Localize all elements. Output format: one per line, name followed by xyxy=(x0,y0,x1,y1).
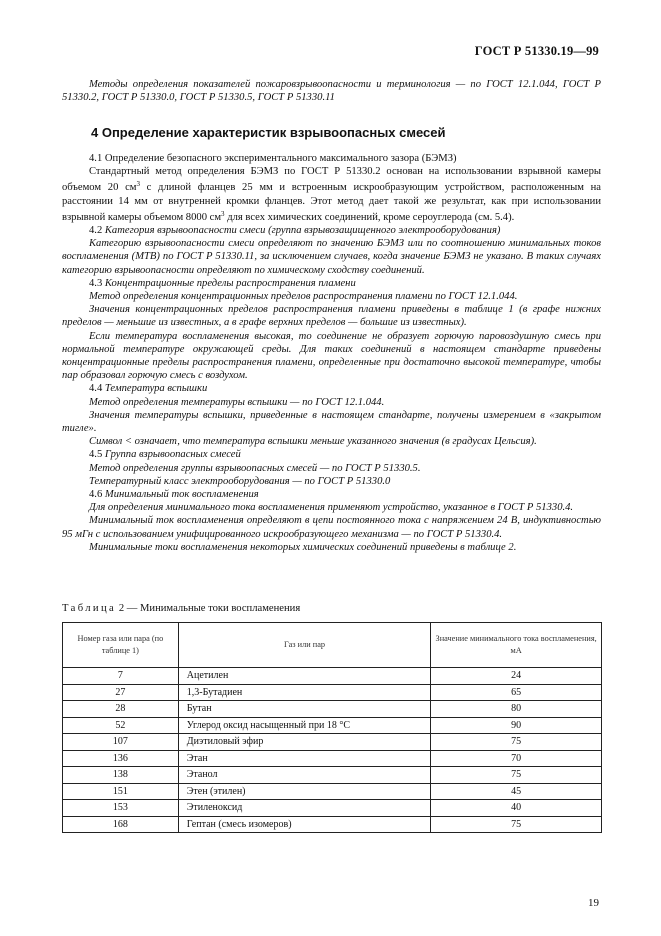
section-4-4-heading xyxy=(62,382,601,395)
cell-value: 80 xyxy=(431,701,602,718)
cell-gas: Этанол xyxy=(178,767,431,784)
section-4-4-symbol: Символ < означает, что температура вспышки меньше указанного значения (в градусах Цельсия). xyxy=(89,436,537,448)
cell-value: 75 xyxy=(431,816,602,833)
section-4-2-heading xyxy=(62,224,601,237)
cell-number: 153 xyxy=(63,800,179,817)
s44-title: Температура вспышки xyxy=(104,383,208,395)
cell-number: 28 xyxy=(63,701,179,718)
intro-paragraph: Методы определения показателей пожаровзрывоопасности и терминология — по ГОСТ 12.1.044, ГОСТ Р 51330.2, ГОСТ Р 51330.0, ГОСТ Р 51330.5, ГОСТ Р 51330.11 xyxy=(62,79,601,104)
cell-gas: Гептан (смесь изомеров) xyxy=(178,816,431,833)
section-4-5-heading xyxy=(62,448,601,461)
section-4-4-method: Метод определения температуры вспышки — по ГОСТ 12.1.044. xyxy=(89,396,385,408)
cell-gas: Этен (этилен) xyxy=(178,783,431,800)
cell-gas: Углерод оксид насыщенный при 18 °С xyxy=(178,717,431,734)
cell-number: 27 xyxy=(63,684,179,701)
table-row xyxy=(63,816,602,833)
cell-value: 75 xyxy=(431,734,602,751)
table-row xyxy=(63,668,602,685)
s43-title: Концентрационные пределы распространения пламени xyxy=(104,277,356,289)
cell-number: 52 xyxy=(63,717,179,734)
s45-number: 4.5 xyxy=(89,449,105,461)
s43-number: 4.3 xyxy=(89,277,105,289)
cell-number: 168 xyxy=(63,816,179,833)
cell-gas: 1,3-Бутадиен xyxy=(178,684,431,701)
section-4-6-heading xyxy=(62,488,601,501)
s46-number: 4.6 xyxy=(89,489,105,501)
intro-block xyxy=(62,78,601,104)
cell-number: 7 xyxy=(63,668,179,685)
section-4-2-text: Категорию взрывоопасности смеси определяют по значению БЭМЗ или по соотношению минимальных токов воспламенения (МТВ) по ГОСТ Р 51330.11, за исключением случаев, когда значение БЭМЗ не указано. В таких случаях категорию взрывоопасности определяют по химическому сходству соединений. xyxy=(62,238,601,276)
cell-number: 107 xyxy=(63,734,179,751)
header-current-value: Значение минимального тока воспламенения, мА xyxy=(431,623,602,668)
table-caption-label: Таблица xyxy=(62,603,117,614)
s44-number: 4.4 xyxy=(89,383,105,395)
section-title: 4 Определение характеристик взрывоопасных смесей xyxy=(91,125,446,140)
cell-gas: Этан xyxy=(178,750,431,767)
table-row xyxy=(63,750,602,767)
cell-value: 24 xyxy=(431,668,602,685)
cell-value: 40 xyxy=(431,800,602,817)
section-4-6-table-ref: Минимальные токи воспламенения некоторых химических соединений приведены в таблице 2. xyxy=(89,541,517,553)
cell-gas: Диэтиловый эфир xyxy=(178,734,431,751)
section-4-1-heading: 4.1 Определение безопасного экспериментального максимального зазора (БЭМЗ) xyxy=(89,153,457,164)
table-header-row xyxy=(63,623,602,668)
section-body xyxy=(62,152,601,554)
cell-value: 65 xyxy=(431,684,602,701)
section-4-6-measure: Минимальный ток воспламенения определяют в цепи постоянного тока с напряжением 24 В, индуктивностью 95 мГн с использованием унифицированного искрообразующего механизма — по ГОСТ Р 51330.4. xyxy=(62,515,601,540)
table-row xyxy=(63,767,602,784)
min-ignition-current-table xyxy=(62,622,602,833)
s41-text-part2: с длиной фланцев 25 мм и встроенным искрообразующим устройством, расположенным на расстоянии 14 мм от внутренней кромки фланцев. Этот метод дает такой же результат, как при использовании взрывной камеры объемом 8000 см xyxy=(62,182,601,223)
cell-value: 70 xyxy=(431,750,602,767)
section-4-4-values: Значения температуры вспышки, приведенные в настоящем стандарте, получены измерением в «закрытом тигле». xyxy=(62,409,601,435)
cell-gas: Этиленоксид xyxy=(178,800,431,817)
cell-value: 75 xyxy=(431,767,602,784)
s41-text-part3: для всех химических соединений, кроме сероуглерода (см. 5.4). xyxy=(224,211,515,223)
s42-number: 4.2 xyxy=(89,225,105,237)
table-row xyxy=(63,734,602,751)
table-row xyxy=(63,684,602,701)
document-code: ГОСТ Р 51330.19—99 xyxy=(474,44,599,58)
header-gas-number: Номер газа или пара (по таблице 1) xyxy=(63,623,179,668)
table-row xyxy=(63,800,602,817)
section-4-3-high-temp: Если температура воспламенения высокая, то соединение не образует горючую паровоздушную смесь при нормальной температуре окружающей среды. Для таких соединений в настоящем стандарте приведены концентрационные пределы распространения пламени, определенные при достаточно высокой температуре, чтобы пар образовал горючую смесь с воздухом. xyxy=(62,330,601,382)
table-caption-title: 2 — Минимальные токи воспламенения xyxy=(116,603,301,614)
table-row xyxy=(63,783,602,800)
section-4-3-method: Метод определения концентрационных пределов распространения пламени по ГОСТ 12.1.044. xyxy=(89,291,518,303)
cell-value: 90 xyxy=(431,717,602,734)
section-4-5-method: Метод определения группы взрывоопасных смесей — по ГОСТ Р 51330.5. xyxy=(89,462,421,474)
s42-title: Категория взрывоопасности смеси (группа взрывозащищенного электрооборудования) xyxy=(104,225,501,237)
cell-value: 45 xyxy=(431,783,602,800)
table-caption xyxy=(62,603,300,614)
table-row xyxy=(63,717,602,734)
section-4-3-heading xyxy=(62,277,601,290)
s41-text-part1: Стандартный метод определения БЭМЗ по ГОСТ Р 51330.2 основан на использовании взрывной камеры объемом 20 см xyxy=(62,166,601,194)
header-gas-name: Газ или пар xyxy=(178,623,431,668)
cell-gas: Бутан xyxy=(178,701,431,718)
cell-number: 151 xyxy=(63,783,179,800)
section-4-5-temp-class: Температурный класс электрооборудования — по ГОСТ Р 51330.0 xyxy=(89,475,391,487)
s45-title: Группа взрывоопасных смесей xyxy=(104,449,241,461)
section-4-3-values: Значения концентрационных пределов распространения пламени приведены в таблице 1 (в графе нижних пределов — меньшие из известных, а в графе верхних пределов — большие из известных). xyxy=(62,304,601,329)
section-4-6-device: Для определения минимального тока воспламенения применяют устройство, указанное в ГОСТ Р 51330.4. xyxy=(89,502,574,514)
page-number: 19 xyxy=(588,897,599,909)
cell-number: 138 xyxy=(63,767,179,784)
s41-superscript-2: 3 xyxy=(221,209,225,218)
s41-superscript-1: 3 xyxy=(136,180,140,189)
s46-title: Минимальный ток воспламенения xyxy=(104,489,259,501)
section-4-1-text xyxy=(62,165,601,224)
cell-gas: Ацетилен xyxy=(178,668,431,685)
cell-number: 136 xyxy=(63,750,179,767)
table-row xyxy=(63,701,602,718)
